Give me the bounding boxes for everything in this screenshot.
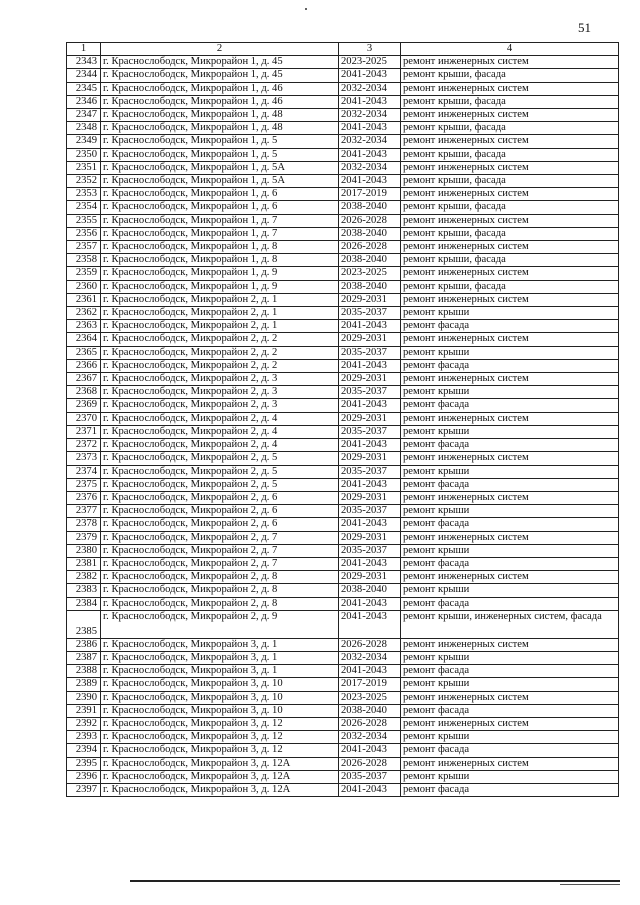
row-address: г. Краснослободск, Микрорайон 2, д. 6 <box>101 518 339 531</box>
row-address: г. Краснослободск, Микрорайон 1, д. 45 <box>101 56 339 69</box>
table-row <box>67 691 619 704</box>
page-number: 51 <box>578 20 591 35</box>
row-address: г. Краснослободск, Микрорайон 3, д. 10 <box>101 704 339 717</box>
row-address: г. Краснослободск, Микрорайон 1, д. 46 <box>101 95 339 108</box>
row-work-type: ремонт инженерных систем <box>401 491 619 504</box>
row-number: 2363 <box>67 320 101 333</box>
column-header: 3 <box>339 43 401 56</box>
row-work-type: ремонт инженерных систем <box>401 452 619 465</box>
row-period: 2041-2043 <box>339 597 401 610</box>
row-work-type: ремонт крыши <box>401 386 619 399</box>
row-work-type: ремонт фасада <box>401 557 619 570</box>
row-number: 2346 <box>67 95 101 108</box>
footer-rule-secondary <box>560 884 620 885</box>
row-number: 2381 <box>67 557 101 570</box>
row-number: 2395 <box>67 757 101 770</box>
table-row <box>67 307 619 320</box>
row-number: 2351 <box>67 161 101 174</box>
row-work-type: ремонт инженерных систем <box>401 571 619 584</box>
row-period: 2035-2037 <box>339 386 401 399</box>
row-number: 2375 <box>67 478 101 491</box>
row-address: г. Краснослободск, Микрорайон 3, д. 12 <box>101 717 339 730</box>
table-row <box>67 280 619 293</box>
row-work-type: ремонт крыши, фасада <box>401 227 619 240</box>
row-work-type: ремонт фасада <box>401 744 619 757</box>
row-period: 2041-2043 <box>339 665 401 678</box>
row-address: г. Краснослободск, Микрорайон 1, д. 9 <box>101 267 339 280</box>
row-number: 2360 <box>67 280 101 293</box>
row-address: г. Краснослободск, Микрорайон 1, д. 5 <box>101 148 339 161</box>
row-address: г. Краснослободск, Микрорайон 2, д. 5 <box>101 478 339 491</box>
row-work-type: ремонт крыши, фасада <box>401 69 619 82</box>
row-work-type: ремонт инженерных систем <box>401 109 619 122</box>
row-work-type: ремонт крыши <box>401 465 619 478</box>
row-period: 2041-2043 <box>339 175 401 188</box>
row-number: 2356 <box>67 227 101 240</box>
row-number: 2348 <box>67 122 101 135</box>
table-row <box>67 757 619 770</box>
row-number: 2368 <box>67 386 101 399</box>
row-period: 2032-2034 <box>339 135 401 148</box>
row-period: 2041-2043 <box>339 610 401 638</box>
row-address: г. Краснослободск, Микрорайон 2, д. 1 <box>101 320 339 333</box>
row-period: 2041-2043 <box>339 744 401 757</box>
row-period: 2029-2031 <box>339 491 401 504</box>
row-work-type: ремонт фасада <box>401 518 619 531</box>
row-work-type: ремонт крыши, инженерных систем, фасада <box>401 610 619 638</box>
table-row <box>67 373 619 386</box>
row-address: г. Краснослободск, Микрорайон 2, д. 8 <box>101 571 339 584</box>
row-number: 2380 <box>67 544 101 557</box>
row-number: 2352 <box>67 175 101 188</box>
row-address: г. Краснослободск, Микрорайон 1, д. 46 <box>101 82 339 95</box>
table-row <box>67 571 619 584</box>
row-number: 2386 <box>67 638 101 651</box>
row-period: 2041-2043 <box>339 359 401 372</box>
row-address: г. Краснослободск, Микрорайон 2, д. 6 <box>101 491 339 504</box>
row-work-type: ремонт крыши <box>401 307 619 320</box>
row-work-type: ремонт крыши <box>401 346 619 359</box>
table-row <box>67 678 619 691</box>
row-address: г. Краснослободск, Микрорайон 1, д. 9 <box>101 280 339 293</box>
row-number: 2358 <box>67 254 101 267</box>
row-number: 2355 <box>67 214 101 227</box>
table-row <box>67 386 619 399</box>
row-period: 2026-2028 <box>339 214 401 227</box>
table-row <box>67 148 619 161</box>
row-period: 2023-2025 <box>339 691 401 704</box>
row-number: 2359 <box>67 267 101 280</box>
table-row <box>67 254 619 267</box>
table-row <box>67 597 619 610</box>
row-work-type: ремонт крыши, фасада <box>401 95 619 108</box>
table-row <box>67 731 619 744</box>
row-period: 2029-2031 <box>339 571 401 584</box>
row-number: 2371 <box>67 425 101 438</box>
header-row <box>67 43 619 56</box>
row-address: г. Краснослободск, Микрорайон 3, д. 12А <box>101 783 339 796</box>
row-number: 2394 <box>67 744 101 757</box>
row-number: 2390 <box>67 691 101 704</box>
row-address: г. Краснослободск, Микрорайон 1, д. 7 <box>101 214 339 227</box>
row-period: 2032-2034 <box>339 161 401 174</box>
table-row <box>67 135 619 148</box>
table-row <box>67 293 619 306</box>
row-work-type: ремонт инженерных систем <box>401 757 619 770</box>
row-address: г. Краснослободск, Микрорайон 3, д. 10 <box>101 691 339 704</box>
row-address: г. Краснослободск, Микрорайон 3, д. 1 <box>101 665 339 678</box>
table-row <box>67 770 619 783</box>
row-work-type: ремонт крыши <box>401 544 619 557</box>
table-row <box>67 175 619 188</box>
row-work-type: ремонт фасада <box>401 704 619 717</box>
row-address: г. Краснослободск, Микрорайон 1, д. 48 <box>101 122 339 135</box>
row-address: г. Краснослободск, Микрорайон 2, д. 6 <box>101 505 339 518</box>
row-period: 2041-2043 <box>339 122 401 135</box>
row-address: г. Краснослободск, Микрорайон 1, д. 6 <box>101 188 339 201</box>
row-address: г. Краснослободск, Микрорайон 2, д. 3 <box>101 386 339 399</box>
row-period: 2029-2031 <box>339 293 401 306</box>
row-number: 2347 <box>67 109 101 122</box>
table-row <box>67 227 619 240</box>
row-number: 2383 <box>67 584 101 597</box>
row-address: г. Краснослободск, Микрорайон 2, д. 5 <box>101 465 339 478</box>
row-address: г. Краснослободск, Микрорайон 1, д. 7 <box>101 227 339 240</box>
row-number: 2389 <box>67 678 101 691</box>
table-row <box>67 267 619 280</box>
table-row <box>67 744 619 757</box>
row-period: 2032-2034 <box>339 109 401 122</box>
row-period: 2029-2031 <box>339 373 401 386</box>
table-row <box>67 122 619 135</box>
row-number: 2349 <box>67 135 101 148</box>
table-row <box>67 704 619 717</box>
row-period: 2029-2031 <box>339 412 401 425</box>
row-period: 2035-2037 <box>339 425 401 438</box>
row-number: 2379 <box>67 531 101 544</box>
table-row <box>67 399 619 412</box>
row-period: 2035-2037 <box>339 770 401 783</box>
table-row <box>67 412 619 425</box>
row-work-type: ремонт инженерных систем <box>401 373 619 386</box>
row-period: 2038-2040 <box>339 584 401 597</box>
row-work-type: ремонт фасада <box>401 399 619 412</box>
table-row <box>67 320 619 333</box>
row-period: 2041-2043 <box>339 148 401 161</box>
row-address: г. Краснослободск, Микрорайон 2, д. 7 <box>101 531 339 544</box>
column-header: 2 <box>101 43 339 56</box>
row-work-type: ремонт крыши, фасада <box>401 175 619 188</box>
row-address: г. Краснослободск, Микрорайон 2, д. 5 <box>101 452 339 465</box>
row-number: 2391 <box>67 704 101 717</box>
row-work-type: ремонт инженерных систем <box>401 412 619 425</box>
row-number: 2350 <box>67 148 101 161</box>
row-number: 2369 <box>67 399 101 412</box>
row-number: 2372 <box>67 439 101 452</box>
row-address: г. Краснослободск, Микрорайон 2, д. 9 <box>101 610 339 638</box>
row-address: г. Краснослободск, Микрорайон 2, д. 4 <box>101 412 339 425</box>
table-row <box>67 651 619 664</box>
column-header: 1 <box>67 43 101 56</box>
table-row <box>67 333 619 346</box>
row-number: 2362 <box>67 307 101 320</box>
row-work-type: ремонт инженерных систем <box>401 333 619 346</box>
row-period: 2041-2043 <box>339 399 401 412</box>
row-work-type: ремонт крыши, фасада <box>401 122 619 135</box>
row-work-type: ремонт фасада <box>401 439 619 452</box>
row-address: г. Краснослободск, Микрорайон 2, д. 1 <box>101 307 339 320</box>
table-row <box>67 359 619 372</box>
row-address: г. Краснослободск, Микрорайон 2, д. 2 <box>101 359 339 372</box>
row-number: 2387 <box>67 651 101 664</box>
row-address: г. Краснослободск, Микрорайон 3, д. 12А <box>101 757 339 770</box>
row-number: 2365 <box>67 346 101 359</box>
row-period: 2035-2037 <box>339 544 401 557</box>
table-row <box>67 95 619 108</box>
table-row <box>67 544 619 557</box>
row-number: 2393 <box>67 731 101 744</box>
table-row <box>67 69 619 82</box>
row-number: 2370 <box>67 412 101 425</box>
row-period: 2035-2037 <box>339 465 401 478</box>
row-number: 2353 <box>67 188 101 201</box>
table-row <box>67 346 619 359</box>
row-address: г. Краснослободск, Микрорайон 3, д. 12 <box>101 731 339 744</box>
row-number: 2396 <box>67 770 101 783</box>
table-row <box>67 783 619 796</box>
row-number: 2343 <box>67 56 101 69</box>
row-number: 2366 <box>67 359 101 372</box>
row-period: 2032-2034 <box>339 651 401 664</box>
row-period: 2017-2019 <box>339 678 401 691</box>
row-address: г. Краснослободск, Микрорайон 3, д. 12 <box>101 744 339 757</box>
table-row <box>67 531 619 544</box>
column-header: 4 <box>401 43 619 56</box>
row-number: 2376 <box>67 491 101 504</box>
row-address: г. Краснослободск, Микрорайон 1, д. 5А <box>101 175 339 188</box>
table-row <box>67 425 619 438</box>
row-work-type: ремонт крыши, фасада <box>401 148 619 161</box>
row-work-type: ремонт крыши <box>401 584 619 597</box>
row-period: 2026-2028 <box>339 717 401 730</box>
row-number: 2345 <box>67 82 101 95</box>
row-period: 2038-2040 <box>339 227 401 240</box>
row-address: г. Краснослободск, Микрорайон 3, д. 1 <box>101 638 339 651</box>
row-address: г. Краснослободск, Микрорайон 2, д. 8 <box>101 584 339 597</box>
row-period: 2032-2034 <box>339 82 401 95</box>
row-work-type: ремонт крыши <box>401 678 619 691</box>
row-address: г. Краснослободск, Микрорайон 2, д. 8 <box>101 597 339 610</box>
row-work-type: ремонт фасада <box>401 597 619 610</box>
scan-speck <box>305 8 307 10</box>
row-period: 2023-2025 <box>339 56 401 69</box>
row-work-type: ремонт инженерных систем <box>401 82 619 95</box>
row-work-type: ремонт фасада <box>401 320 619 333</box>
table-row <box>67 717 619 730</box>
row-address: г. Краснослободск, Микрорайон 2, д. 2 <box>101 346 339 359</box>
row-work-type: ремонт фасада <box>401 783 619 796</box>
row-work-type: ремонт фасада <box>401 478 619 491</box>
row-work-type: ремонт инженерных систем <box>401 161 619 174</box>
row-address: г. Краснослободск, Микрорайон 1, д. 5 <box>101 135 339 148</box>
table-row <box>67 201 619 214</box>
row-work-type: ремонт крыши, фасада <box>401 280 619 293</box>
row-period: 2017-2019 <box>339 188 401 201</box>
row-period: 2038-2040 <box>339 254 401 267</box>
footer-rule <box>130 880 620 882</box>
row-number: 2364 <box>67 333 101 346</box>
table-row <box>67 478 619 491</box>
row-number: 2344 <box>67 69 101 82</box>
table-row <box>67 161 619 174</box>
table-row <box>67 109 619 122</box>
row-number: 2378 <box>67 518 101 531</box>
row-work-type: ремонт инженерных систем <box>401 188 619 201</box>
row-address: г. Краснослободск, Микрорайон 3, д. 1 <box>101 651 339 664</box>
row-work-type: ремонт крыши <box>401 770 619 783</box>
table-row <box>67 452 619 465</box>
row-period: 2035-2037 <box>339 346 401 359</box>
row-period: 2029-2031 <box>339 452 401 465</box>
row-period: 2038-2040 <box>339 704 401 717</box>
row-period: 2041-2043 <box>339 320 401 333</box>
row-work-type: ремонт инженерных систем <box>401 691 619 704</box>
table-row <box>67 56 619 69</box>
row-number: 2373 <box>67 452 101 465</box>
row-period: 2032-2034 <box>339 731 401 744</box>
row-address: г. Краснослободск, Микрорайон 1, д. 8 <box>101 254 339 267</box>
row-period: 2041-2043 <box>339 439 401 452</box>
row-address: г. Краснослободск, Микрорайон 1, д. 5А <box>101 161 339 174</box>
table-row <box>67 665 619 678</box>
table-row <box>67 241 619 254</box>
row-address: г. Краснослободск, Микрорайон 2, д. 7 <box>101 544 339 557</box>
row-work-type: ремонт крыши <box>401 651 619 664</box>
row-work-type: ремонт инженерных систем <box>401 56 619 69</box>
row-period: 2029-2031 <box>339 531 401 544</box>
row-address: г. Краснослободск, Микрорайон 1, д. 45 <box>101 69 339 82</box>
row-address: г. Краснослободск, Микрорайон 2, д. 3 <box>101 373 339 386</box>
row-work-type: ремонт инженерных систем <box>401 293 619 306</box>
row-number: 2397 <box>67 783 101 796</box>
row-work-type: ремонт фасада <box>401 665 619 678</box>
row-period: 2041-2043 <box>339 518 401 531</box>
row-period: 2029-2031 <box>339 333 401 346</box>
row-number: 2382 <box>67 571 101 584</box>
row-address: г. Краснослободск, Микрорайон 2, д. 4 <box>101 425 339 438</box>
row-number: 2354 <box>67 201 101 214</box>
row-period: 2035-2037 <box>339 307 401 320</box>
row-address: г. Краснослободск, Микрорайон 2, д. 2 <box>101 333 339 346</box>
row-number: 2367 <box>67 373 101 386</box>
row-period: 2026-2028 <box>339 241 401 254</box>
table-row <box>67 439 619 452</box>
table-body <box>67 56 619 797</box>
row-number: 2377 <box>67 505 101 518</box>
row-period: 2038-2040 <box>339 280 401 293</box>
table-row <box>67 505 619 518</box>
row-work-type: ремонт инженерных систем <box>401 267 619 280</box>
table-row <box>67 465 619 478</box>
row-address: г. Краснослободск, Микрорайон 3, д. 10 <box>101 678 339 691</box>
row-number: 2361 <box>67 293 101 306</box>
row-number: 2385 <box>67 610 101 638</box>
row-number: 2374 <box>67 465 101 478</box>
row-address: г. Краснослободск, Микрорайон 2, д. 3 <box>101 399 339 412</box>
table-row <box>67 491 619 504</box>
row-number: 2384 <box>67 597 101 610</box>
row-work-type: ремонт инженерных систем <box>401 531 619 544</box>
row-work-type: ремонт инженерных систем <box>401 638 619 651</box>
row-work-type: ремонт фасада <box>401 359 619 372</box>
row-period: 2026-2028 <box>339 757 401 770</box>
row-work-type: ремонт инженерных систем <box>401 214 619 227</box>
row-number: 2392 <box>67 717 101 730</box>
row-work-type: ремонт крыши <box>401 505 619 518</box>
row-period: 2041-2043 <box>339 69 401 82</box>
row-work-type: ремонт крыши, фасада <box>401 254 619 267</box>
row-period: 2035-2037 <box>339 505 401 518</box>
row-work-type: ремонт крыши, фасада <box>401 201 619 214</box>
row-address: г. Краснослободск, Микрорайон 1, д. 8 <box>101 241 339 254</box>
row-address: г. Краснослободск, Микрорайон 1, д. 6 <box>101 201 339 214</box>
row-number: 2357 <box>67 241 101 254</box>
row-address: г. Краснослободск, Микрорайон 2, д. 4 <box>101 439 339 452</box>
row-period: 2041-2043 <box>339 478 401 491</box>
row-work-type: ремонт инженерных систем <box>401 241 619 254</box>
row-period: 2041-2043 <box>339 557 401 570</box>
table-row <box>67 214 619 227</box>
row-work-type: ремонт крыши <box>401 425 619 438</box>
table-row <box>67 638 619 651</box>
row-period: 2026-2028 <box>339 638 401 651</box>
table-row <box>67 188 619 201</box>
row-address: г. Краснослободск, Микрорайон 2, д. 1 <box>101 293 339 306</box>
row-number: 2388 <box>67 665 101 678</box>
row-work-type: ремонт инженерных систем <box>401 717 619 730</box>
row-period: 2023-2025 <box>339 267 401 280</box>
row-address: г. Краснослободск, Микрорайон 2, д. 7 <box>101 557 339 570</box>
table-row <box>67 518 619 531</box>
row-work-type: ремонт крыши <box>401 731 619 744</box>
row-period: 2041-2043 <box>339 783 401 796</box>
row-address: г. Краснослободск, Микрорайон 1, д. 48 <box>101 109 339 122</box>
table-row <box>67 82 619 95</box>
row-work-type: ремонт инженерных систем <box>401 135 619 148</box>
row-period: 2038-2040 <box>339 201 401 214</box>
table-row <box>67 584 619 597</box>
row-period: 2041-2043 <box>339 95 401 108</box>
row-address: г. Краснослободск, Микрорайон 3, д. 12А <box>101 770 339 783</box>
table-row <box>67 610 619 638</box>
capital-repair-table <box>66 42 619 797</box>
table-row <box>67 557 619 570</box>
